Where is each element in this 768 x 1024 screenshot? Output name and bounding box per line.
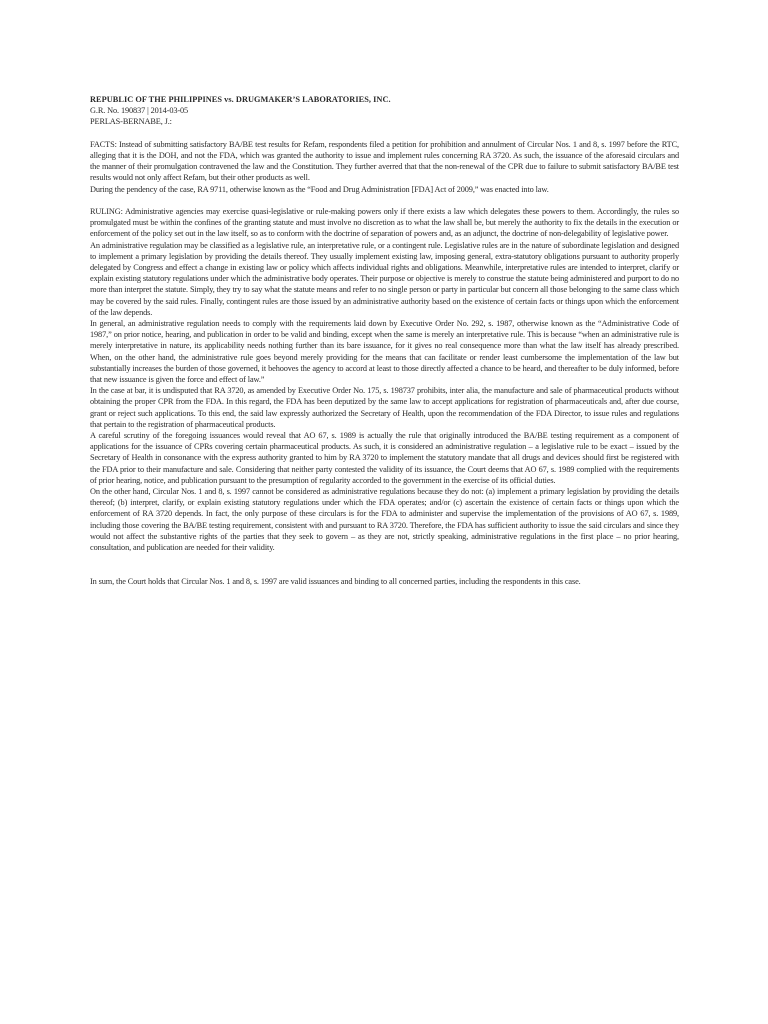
facts-paragraph: During the pendency of the case, RA 9711, otherwise known as the “Food and Drug Administration [FDA] Act of 2009,” was enacted into law. bbox=[90, 184, 549, 194]
spacer bbox=[90, 553, 679, 564]
facts-paragraph: FACTS: Instead of submitting satisfactory BA/BE test results for Refam, respondents filed a petition for prohibition and annulment of Circular Nos. 1 and 8, s. 1997 before the RTC, alleging that it is the DOH, and not the FDA, which was granted the authority to issue and implement rules concerning RA 3720. As such, the issuance of the aforesaid circulars and the manner of their promulgation contravened the law and the Constitution. They further averred that that the non-renewal of the CPR due to failure to submit satisfactory BA/BE test results would not only affect Refam, but their other products as well. bbox=[90, 139, 679, 183]
conclusion-paragraph: In sum, the Court holds that Circular Nos. 1 and 8, s. 1997 are valid issuances and binding to all concerned parties, including the respondents in this case. bbox=[90, 576, 581, 586]
case-title: REPUBLIC OF THE PHILIPPINES vs. DRUGMAKER’S LABORATORIES, INC. bbox=[90, 95, 391, 104]
ruling-paragraph: On the other hand, Circular Nos. 1 and 8, s. 1997 cannot be considered as administrative regulations because they do not: (a) implement a primary legislation by providing the details thereof; (b) interpret, clarify, or explain existing statutory regulations under which the FDA operates; and/or (c) ascertain the existence of certain facts or things upon which the enforcement of RA 3720 depends. In fact, the only purpose of these circulars is for the FDA to administer and supervise the implementation of the provisions of AO 67, s. 1989, including those covering the BA/BE testing requirement, consistent with and pursuant to RA 3720. Therefore, the FDA has sufficient authority to issue the said circulars and since they would not affect the substantive rights of the parties that they seek to govern – as they are not, strictly speaking, administrative regulations in the first place – no prior hearing, consultation, and publication are needed for their validity. bbox=[90, 487, 679, 553]
ruling-paragraph: A careful scrutiny of the foregoing issuances would reveal that AO 67, s. 1989 is actually the rule that originally introduced the BA/BE testing requirement as a component of applications for the issuance of CPRs covering certain pharmaceutical products. As such, it is considered an administrative regulation – a legislative rule to be exact – issued by the Secretary of Health in consonance with the express authority granted to him by RA 3720 to implement the statutory mandate that all drugs and devices should first be registered with the FDA prior to their manufacture and sale. Considering that neither party contested the validity of its issuance, the Court deems that AO 67, s. 1989 complied with the requirements of prior hearing, notice, and publication pursuant to the presumption of regularity accorded to the government in the exercise of its official duties. bbox=[90, 431, 679, 485]
ruling-paragraph: In the case at bar, it is undisputed that RA 3720, as amended by Executive Order No. 175, s. 198737 prohibits, inter alia, the manufacture and sale of pharmaceutical products without obtaining the proper CPR from the FDA. In this regard, the FDA has been deputized by the same law to accept applications for registration of pharmaceuticals and, after due course, grant or reject such applications. To this end, the said law expressly authorized the Secretary of Health, upon the recommendation of the FDA Director, to issue rules and regulations that pertain to the registration of pharmaceutical products. bbox=[90, 386, 679, 429]
ponente: PERLAS-BERNABE, J.: bbox=[90, 117, 172, 127]
ruling-paragraph: An administrative regulation may be classified as a legislative rule, an interpretative rule, or a contingent rule. Legislative rules are in the nature of subordinate legislation and designed to implement a primary legislation by providing the details thereof. They usually implement existing law, imposing general, extra-statutory obligations pursuant to authority properly delegated by Congress and effect a change in existing law or policy which affects individual rights and obligations. Meanwhile, interpretative rules are intended to interpret, clarify or explain existing statutory regulations under which the administrative body operates. Their purpose or objective is merely to construe the statute being administered and purport to do no more than interpret the statute. Simply, they try to say what the statute means and refer to no single person or party in particular but concern all those belonging to the same class which may be covered by the said rules. Finally, contingent rules are those issued by an administrative authority based on the existence of certain facts or things upon which the enforcement of the law depends. bbox=[90, 240, 679, 317]
spacer bbox=[90, 195, 679, 206]
ruling-paragraph: In general, an administrative regulation needs to comply with the requirements laid down by Executive Order No. 292, s. 1987, otherwise known as the “Administrative Code of 1987,” on prior notice, hearing, and publication in order to be valid and binding, except when the same is merely an interpretative rule. This is because “when an administrative rule is merely interpretative in nature, its applicability needs nothing further than its bare issuance, for it gives no real consequence more than what the law itself has already prescribed. When, on the other hand, the administrative rule goes beyond merely providing for the means that can facilitate or render least cumbersome the implementation of the law but substantially increases the burden of those governed, it behooves the agency to accord at least to those directly affected a chance to be heard, and thereafter to be duly informed, before that new issuance is given the force and effect of law.” bbox=[90, 319, 679, 385]
spacer bbox=[90, 564, 679, 575]
spacer bbox=[90, 128, 679, 139]
document-page bbox=[90, 94, 679, 587]
gr-number: G.R. No. 190837 | 2014-03-05 bbox=[90, 106, 189, 116]
ruling-paragraph: RULING: Administrative agencies may exercise quasi-legislative or rule-making powers only if there exists a law which delegates these powers to them. Accordingly, the rules so promulgated must be within the confines of the granting statute and must involve no discretion as to what the law shall be, but merely the authority to fix the details in the execution or enforcement of the policy set out in the law itself, so as to conform with the doctrine of separation of powers and, as an adjunct, the doctrine of non-delegability of legislative power. bbox=[90, 207, 679, 239]
